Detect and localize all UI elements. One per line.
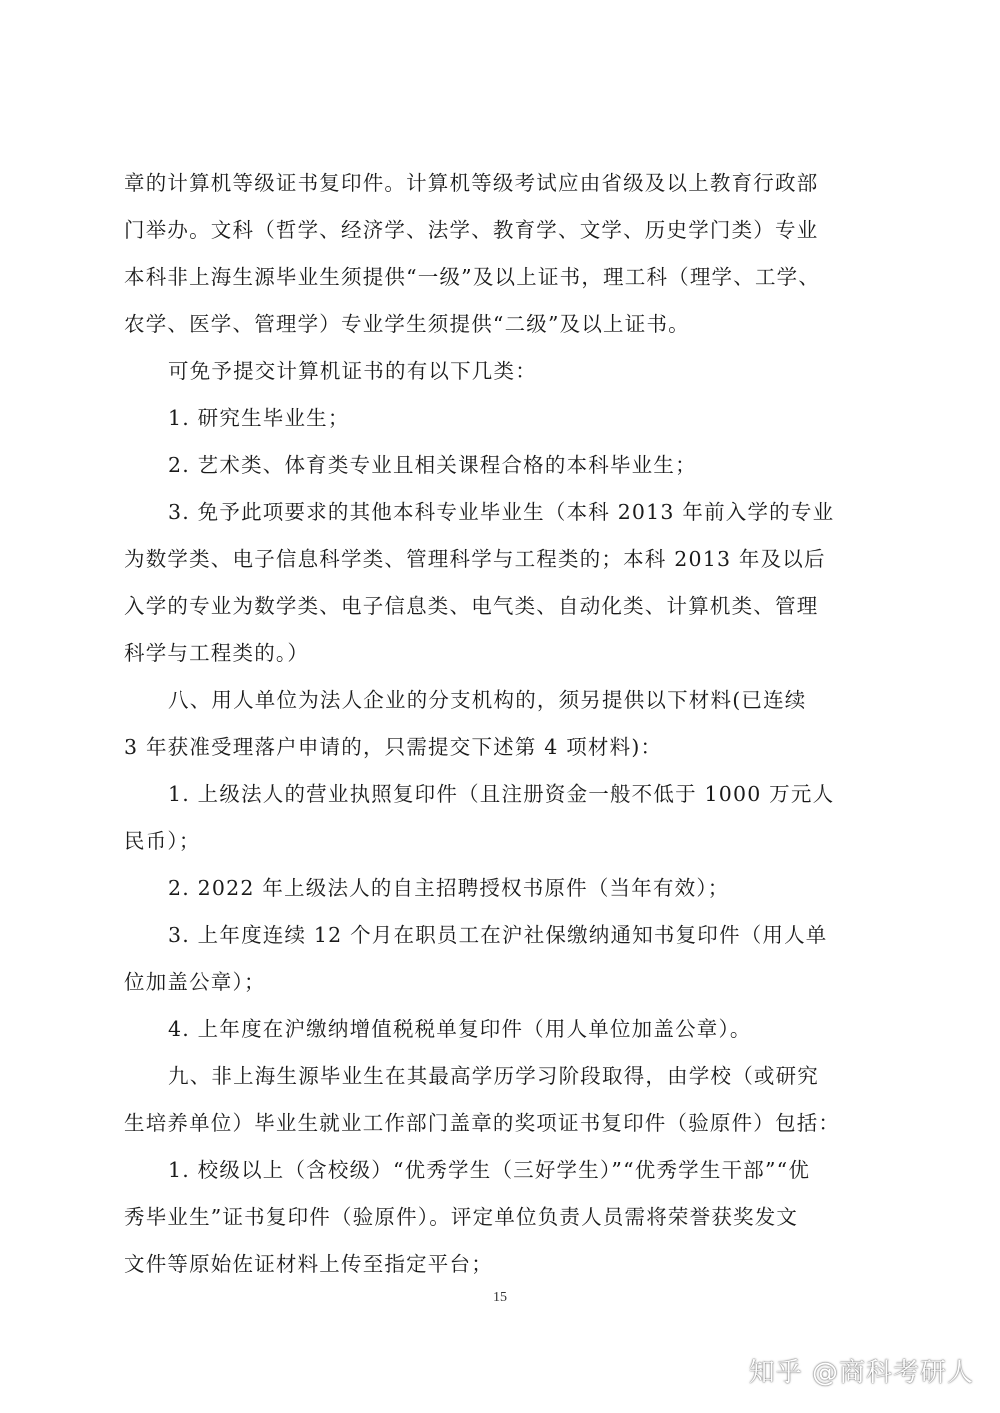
paragraph-line: 秀毕业生”证书复印件（验原件）。评定单位负责人员需将荣誉获奖发文 <box>124 1205 799 1229</box>
list-item: 4. 上年度在沪缴纳增值税税单复印件（用人单位加盖公章）。 <box>168 1017 752 1041</box>
paragraph-line: 文件等原始佐证材料上传至指定平台； <box>124 1252 493 1276</box>
paragraph-line: 位加盖公章）； <box>124 970 266 994</box>
paragraph-line: 民币）； <box>124 829 201 853</box>
list-item: 1. 校级以上（含校级）“优秀学生（三好学生）”“优秀学生干部”“优 <box>168 1158 811 1182</box>
list-item: 3. 免予此项要求的其他本科专业毕业生（本科 2013 年前入学的专业 <box>168 500 835 524</box>
paragraph-line: 门举办。文科（哲学、经济学、法学、教育学、文学、历史学门类）专业 <box>124 218 819 242</box>
paragraph-line: 入学的专业为数学类、电子信息类、电气类、自动化类、计算机类、管理 <box>124 594 819 618</box>
list-item: 3. 上年度连续 12 个月在职员工在沪社保缴纳通知书复印件（用人单 <box>168 923 828 947</box>
paragraph-line: 3 年获准受理落户申请的，只需提交下述第 4 项材料)： <box>124 735 663 759</box>
paragraph-line: 本科非上海生源毕业生须提供“一级”及以上证书，理工科（理学、工学、 <box>124 265 821 289</box>
section-heading-line: 九、非上海生源毕业生在其最高学历学习阶段取得，由学校（或研究 <box>168 1064 819 1088</box>
paragraph-line: 农学、医学、管理学）专业学生须提供“二级”及以上证书。 <box>124 312 690 336</box>
paragraph-line: 科学与工程类的。） <box>124 641 310 665</box>
page-number: 15 <box>493 1290 507 1305</box>
list-item: 1. 上级法人的营业执照复印件（且注册资金一般不低于 1000 万元人 <box>168 782 835 806</box>
list-item: 1. 研究生毕业生； <box>168 406 350 430</box>
paragraph-line: 可免予提交计算机证书的有以下几类： <box>168 359 537 383</box>
paragraph-line: 章的计算机等级证书复印件。计算机等级考试应由省级及以上教育行政部 <box>124 171 819 195</box>
document-body <box>124 160 866 1288</box>
paragraph-line: 为数学类、电子信息科学类、管理科学与工程类的；本科 2013 年及以后 <box>124 547 826 571</box>
watermark: 知乎 @商科考研人 <box>748 1358 974 1388</box>
paragraph-line: 生培养单位）毕业生就业工作部门盖章的奖项证书复印件（验原件）包括： <box>124 1111 841 1135</box>
list-item: 2. 2022 年上级法人的自主招聘授权书原件（当年有效）； <box>168 876 730 900</box>
list-item: 2. 艺术类、体育类专业且相关课程合格的本科毕业生； <box>168 453 697 477</box>
section-heading-line: 八、用人单位为法人企业的分支机构的，须另提供以下材料(已连续 <box>168 688 807 712</box>
